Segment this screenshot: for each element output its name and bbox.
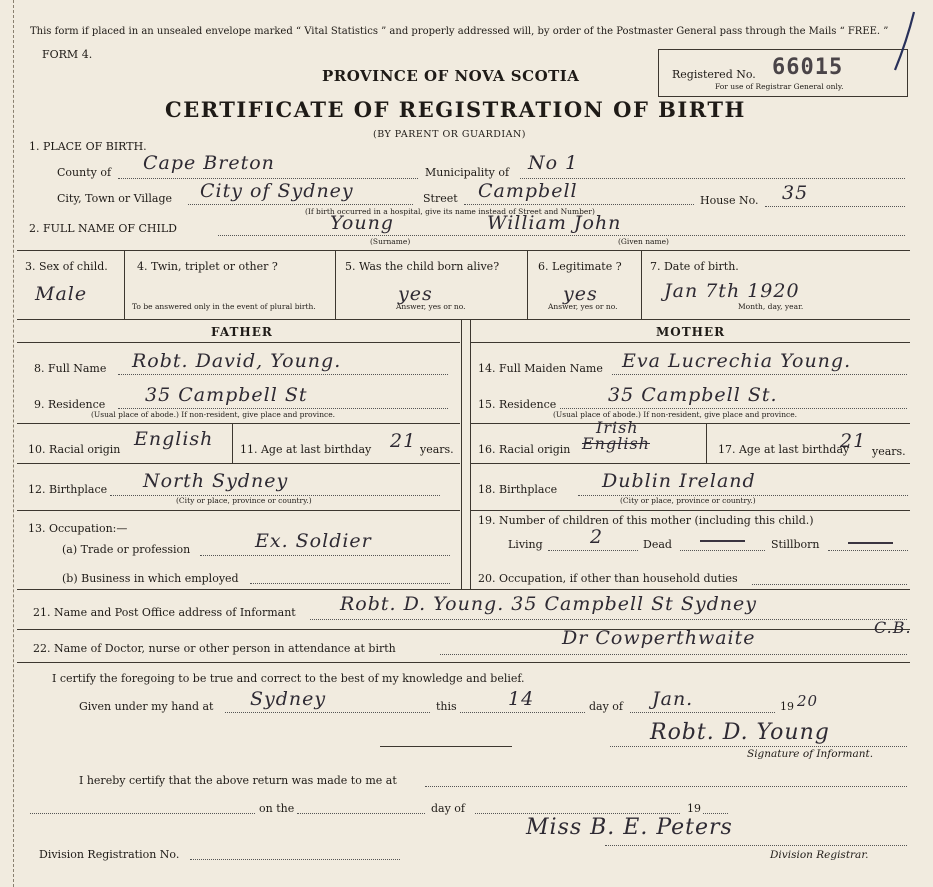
rule	[17, 510, 460, 511]
division-registrar-label: Division Registrar.	[770, 849, 869, 861]
sex-value: Male	[35, 283, 88, 305]
surname-note: (Surname)	[370, 237, 411, 246]
day-of-label: day of	[589, 700, 624, 713]
municipality-label: Municipality of	[425, 166, 510, 179]
father-birthplace-label: 12. Birthplace	[28, 483, 108, 496]
child-name-line	[218, 235, 905, 236]
mother-residence-note: (Usual place of abode.) If non-resident, give place and province.	[553, 410, 798, 419]
father-age-value: 21	[390, 430, 417, 452]
mother-name-label: 14. Full Maiden Name	[478, 362, 603, 375]
rule	[471, 423, 910, 424]
registered-number: 66015	[772, 55, 844, 80]
date-note: Month, day, year.	[738, 302, 804, 311]
trade-label: (a) Trade or profession	[62, 543, 191, 556]
given-label: Given under my hand at	[79, 700, 214, 713]
doctor-suffix: C.B.	[874, 618, 912, 637]
year-prefix: 19	[780, 700, 794, 713]
registrar-mark	[890, 8, 920, 76]
municipality-value: No 1	[528, 152, 579, 174]
dot-line	[752, 584, 907, 585]
day-of-label-2: day of	[431, 802, 466, 815]
dead-label: Dead	[643, 538, 672, 551]
registrar-year-prefix: 19	[687, 802, 701, 815]
mother-age-label: 17. Age at last birthday	[718, 443, 850, 456]
living-label: Living	[508, 538, 543, 551]
rule	[17, 423, 460, 424]
province-heading: PROVINCE OF NOVA SCOTIA	[322, 67, 580, 85]
dot-line	[605, 845, 907, 846]
city-label: City, Town or Village	[57, 192, 172, 205]
mailing-notice: This form if placed in an unsealed envelope marked “ Vital Statistics ” and properly addressed will, by order of the Postmaster General pass through the Mails “ FREE. ”	[30, 26, 889, 37]
child-surname: Young	[330, 212, 394, 234]
day-value: 14	[508, 688, 535, 710]
dot-line	[250, 583, 450, 584]
dot-line	[610, 746, 907, 747]
mother-racial-label: 16. Racial origin	[478, 443, 571, 456]
father-residence-value: 35 Campbell St	[145, 384, 308, 406]
city-value: City of Sydney	[200, 180, 354, 202]
alive-value: yes	[398, 283, 433, 305]
informant-label: 21. Name and Post Office address of Informant	[33, 606, 296, 619]
father-birthplace-value: North Sydney	[143, 470, 289, 492]
mother-birthplace-label: 18. Birthplace	[478, 483, 558, 496]
living-value: 2	[590, 526, 604, 548]
certificate-subtitle: (BY PARENT OR GUARDIAN)	[373, 129, 526, 140]
on-the-label: on the	[259, 802, 295, 815]
dot-line	[680, 550, 765, 551]
division-no-label: Division Registration No.	[39, 848, 180, 861]
municipality-line	[520, 178, 905, 179]
rule	[335, 250, 336, 319]
street-line	[464, 204, 694, 205]
dot-line	[225, 712, 430, 713]
mother-birthplace-note: (City or place, province or country.)	[620, 496, 756, 505]
rule	[641, 250, 642, 319]
legit-note: Answer, yes or no.	[548, 302, 618, 311]
mother-residence-value: 35 Campbell St.	[608, 384, 778, 406]
year-value: 20	[797, 692, 819, 710]
doctor-value: Dr Cowperthwaite	[562, 627, 756, 649]
father-heading: FATHER	[211, 325, 273, 339]
dot-line	[703, 813, 728, 814]
certificate-title: CERTIFICATE OF REGISTRATION OF BIRTH	[165, 97, 746, 122]
dot-line	[297, 813, 425, 814]
rule	[527, 250, 528, 319]
rule	[17, 319, 910, 320]
rule	[232, 423, 233, 463]
doctor-label: 22. Name of Doctor, nurse or other person in attendance at birth	[33, 642, 396, 655]
place-of-birth-label: 1. PLACE OF BIRTH.	[29, 140, 147, 153]
city-line	[188, 204, 413, 205]
alive-note: Answer, yes or no.	[396, 302, 466, 311]
dot-line	[190, 859, 400, 860]
form-number: FORM 4.	[42, 48, 93, 61]
given-place: Sydney	[250, 688, 327, 710]
informant-value: Robt. D. Young. 35 Campbell St Sydney	[340, 593, 757, 615]
alive-label: 5. Was the child born alive?	[345, 260, 500, 273]
father-name-label: 8. Full Name	[34, 362, 107, 375]
dot-line	[548, 550, 638, 551]
dot-line	[828, 550, 908, 551]
date-value: Jan 7th 1920	[664, 280, 800, 302]
dot-line	[612, 374, 907, 375]
mother-occupation-label: 20. Occupation, if other than household duties	[478, 572, 738, 585]
county-line	[118, 178, 418, 179]
dead-dash	[700, 540, 745, 542]
signature-rule	[380, 746, 512, 747]
mother-racial-struck: English	[582, 434, 650, 453]
registrar-signature: Miss B. E. Peters	[526, 815, 733, 840]
dot-line	[30, 813, 255, 814]
father-racial-value: English	[134, 428, 214, 450]
house-line	[765, 206, 905, 207]
legit-value: yes	[563, 283, 598, 305]
mother-name-value: Eva Lucrechia Young.	[622, 350, 852, 372]
dot-line	[425, 786, 907, 787]
mother-heading: MOTHER	[656, 325, 726, 339]
rule	[471, 510, 910, 511]
rule	[17, 342, 460, 343]
month-value: Jan.	[652, 688, 694, 710]
rule	[461, 319, 462, 589]
dot-line	[475, 813, 680, 814]
trade-value: Ex. Soldier	[255, 530, 372, 552]
dot-line	[118, 408, 448, 409]
registrar-statement: I hereby certify that the above return was made to me at	[79, 774, 397, 787]
mother-age-unit: years.	[872, 445, 906, 458]
dot-line	[118, 374, 448, 375]
county-value: Cape Breton	[143, 152, 275, 174]
father-age-unit: years.	[420, 443, 454, 456]
dot-line	[630, 712, 775, 713]
dot-line	[440, 654, 907, 655]
rule	[17, 662, 910, 663]
rule	[17, 463, 460, 464]
occupation-label: 13. Occupation:—	[28, 522, 128, 535]
informant-signature: Robt. D. Young	[650, 720, 830, 745]
mother-racial-value: Irish	[596, 418, 639, 437]
registered-label: Registered No.	[672, 68, 756, 81]
father-name-value: Robt. David, Young.	[132, 350, 342, 372]
mother-age-value: 21	[840, 430, 867, 452]
dot-line	[560, 408, 907, 409]
twin-note: To be answered only in the event of plural birth.	[132, 302, 316, 311]
stillborn-label: Stillborn	[771, 538, 820, 551]
this-label: this	[436, 700, 457, 713]
child-name-label: 2. FULL NAME OF CHILD	[29, 222, 177, 235]
hospital-note: (If birth occurred in a hospital, give its name instead of Street and Number)	[305, 207, 595, 216]
mother-residence-label: 15. Residence	[478, 398, 557, 411]
house-value: 35	[782, 182, 809, 204]
perforation-line	[13, 0, 14, 887]
given-name-note: (Given name)	[618, 237, 669, 246]
rule	[17, 589, 910, 590]
rule	[471, 342, 910, 343]
county-label: County of	[57, 166, 112, 179]
child-given-name: William John	[487, 212, 622, 234]
street-value: Campbell	[478, 180, 578, 202]
certification-statement: I certify the foregoing to be true and correct to the best of my knowledge and belief.	[52, 672, 525, 685]
father-racial-label: 10. Racial origin	[28, 443, 121, 456]
rule	[471, 463, 910, 464]
father-residence-note: (Usual place of abode.) If non-resident, give place and province.	[91, 410, 336, 419]
children-label: 19. Number of children of this mother (including this child.)	[478, 514, 814, 527]
dot-line	[200, 555, 450, 556]
sex-label: 3. Sex of child.	[25, 260, 108, 273]
twin-label: 4. Twin, triplet or other ?	[137, 260, 278, 273]
rule	[124, 250, 125, 319]
registered-note: For use of Registrar General only.	[715, 82, 844, 91]
rule	[470, 319, 471, 589]
rule	[706, 423, 707, 463]
business-label: (b) Business in which employed	[62, 572, 239, 585]
father-birthplace-note: (City or place, province or country.)	[176, 496, 312, 505]
date-label: 7. Date of birth.	[650, 260, 739, 273]
stillborn-dash	[848, 542, 893, 544]
legit-label: 6. Legitimate ?	[538, 260, 622, 273]
mother-birthplace-value: Dublin Ireland	[602, 470, 756, 492]
house-label: House No.	[700, 194, 759, 207]
father-residence-label: 9. Residence	[34, 398, 106, 411]
street-label: Street	[423, 192, 458, 205]
dot-line	[460, 712, 585, 713]
rule	[17, 629, 910, 630]
signature-label: Signature of Informant.	[747, 748, 874, 760]
father-age-label: 11. Age at last birthday	[240, 443, 372, 456]
dot-line	[310, 619, 907, 620]
rule	[17, 250, 910, 251]
